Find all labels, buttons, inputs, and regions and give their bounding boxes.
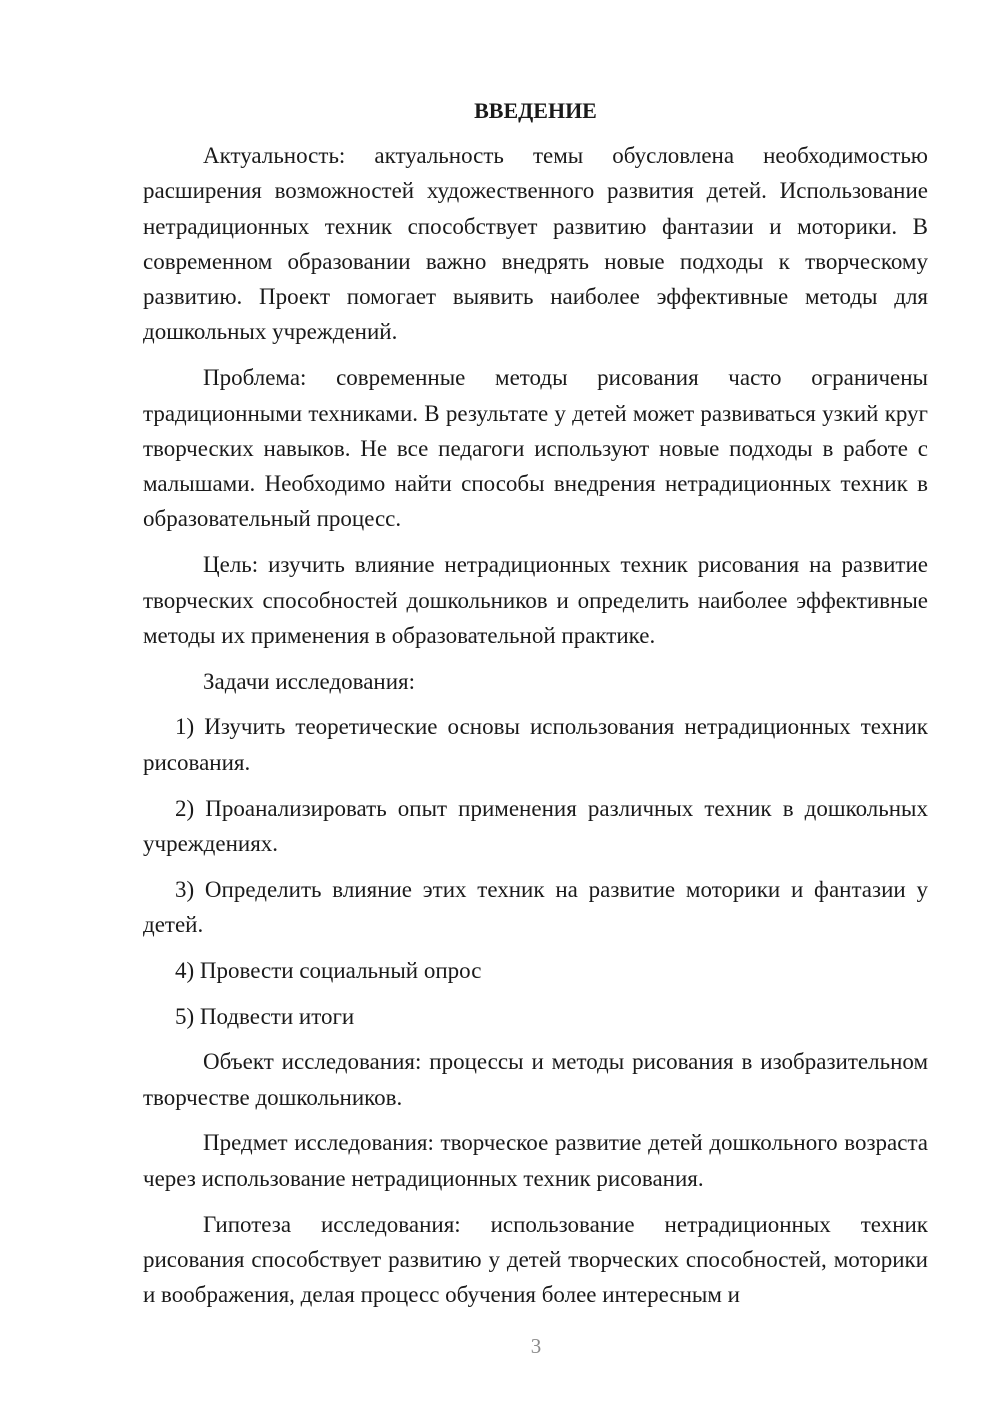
task-item: 1) Изучить теоретические основы использования нетрадиционных техник рисования. <box>143 714 928 775</box>
relevance-paragraph: Актуальность: актуальность темы обусловлена необходимостью расширения возможностей художественного развития детей. Использование нетрадиционных техник способствует развитию фантазии и моторики. В современном образовании важно внедрять новые подходы к творческому развитию. Проект помогает выявить наиболее эффективные методы для дошкольных учреждений. <box>143 143 928 345</box>
problem-paragraph: Проблема: современные методы рисования часто ограничены традиционными техниками. В результате у детей может развиваться узкий круг творческих навыков. Не все педагоги используют новые подходы в работе с малышами. Необходимо найти способы внедрения нетрадиционных техник в образовательный процесс. <box>143 365 928 532</box>
goal-paragraph: Цель: изучить влияние нетрадиционных техник рисования на развитие творческих способностей дошкольников и определить наиболее эффективные методы их применения в образовательной практике. <box>143 552 928 648</box>
object-paragraph: Объект исследования: процессы и методы рисования в изобразительном творчестве дошкольников. <box>143 1049 928 1110</box>
task-item: 3) Определить влияние этих техник на развитие моторики и фантазии у детей. <box>143 876 928 937</box>
hypothesis-paragraph: Гипотеза исследования: использование нетрадиционных техник рисования способствует развитию у детей творческих способностей, моторики и воображения, делая процесс обучения более интересным и <box>143 1211 928 1308</box>
task-item: 4) Провести социальный опрос <box>175 957 482 983</box>
task-item: 5) Подвести итоги <box>175 1003 355 1029</box>
tasks-heading: Задачи исследования: <box>203 668 416 694</box>
section-title: ВВЕДЕНИЕ <box>474 98 597 123</box>
page-content <box>143 96 928 1323</box>
task-item: 2) Проанализировать опыт применения различных техник в дошкольных учреждениях. <box>143 795 928 856</box>
subject-paragraph: Предмет исследования: творческое развитие детей дошкольного возраста через использование нетрадиционных техник рисования. <box>143 1130 928 1191</box>
page-number: 3 <box>530 1334 542 1358</box>
